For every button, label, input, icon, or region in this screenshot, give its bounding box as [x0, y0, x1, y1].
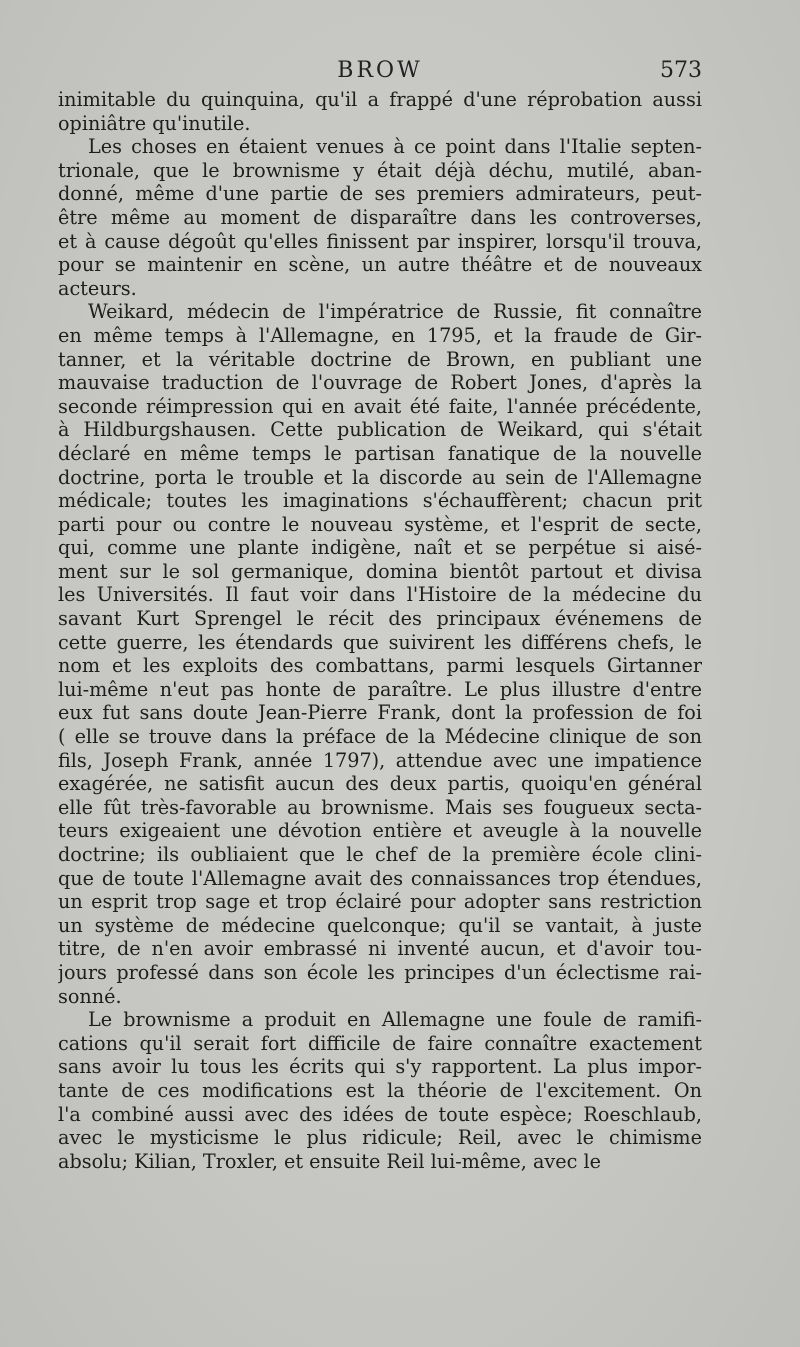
paragraph [58, 135, 702, 300]
text-line: doctrine; ils oubliaient que le chef de la première école clini- [58, 843, 702, 866]
text-line: absolu; Kilian, Troxler, et ensuite Reil lui-même, avec le [58, 1149, 601, 1173]
text-line: fils, Joseph Frank, année 1797), attendue avec une impatience [58, 748, 702, 772]
running-title: BROW [337, 58, 423, 83]
text-line: doctrine, porta le trouble et la discorde au sein de l'Allemagne [58, 465, 702, 489]
text-line: trionale, que le brownisme y était déjà déchu, mutilé, aban- [58, 158, 702, 182]
text-line: médicale; toutes les imaginations s'échauffèrent; chacun prit [58, 489, 702, 513]
text-line: les Universités. Il faut voir dans l'Histoire de la médecine du [58, 583, 702, 607]
text-line: inimitable du quinquina, qu'il a frappé d'une réprobation aussi [58, 88, 702, 111]
text-line: avec le mysticisme le plus ridicule; Reil, avec le chimisme [58, 1126, 702, 1150]
text-line: Les choses en étaient venues à ce point dans l'Italie septen- [88, 135, 702, 159]
text-line: qui, comme une plante indigène, naît et se perpétue si aisé- [58, 536, 702, 560]
text-line: pour se maintenir en scène, un autre théâtre et de nouveaux [58, 253, 702, 277]
text-line: Weikard, médecin de l'impératrice de Russie, fit connaître [88, 300, 702, 324]
text-line: l'a combiné aussi avec des idées de toute espèce; Roeschlaub, [58, 1102, 702, 1126]
text-line: acteurs. [58, 276, 137, 300]
text-line: titre, de n'en avoir embrassé ni inventé aucun, et d'avoir tou- [58, 937, 702, 961]
text-line: ment sur le sol germanique, domina bientôt partout et divisa [58, 559, 702, 583]
text-line: tante de ces modifications est la théorie de l'excitement. On [58, 1078, 702, 1102]
text-line: que de toute l'Allemagne avait des connaissances trop étendues, [58, 866, 702, 890]
paragraph [58, 88, 702, 135]
text-line: nom et les exploits des combattans, parmi lesquels Girtanner [58, 654, 702, 678]
text-line: ( elle se trouve dans la préface de la Médecine clinique de son [58, 725, 702, 749]
body-text [58, 88, 702, 1173]
text-line: tanner, et la véritable doctrine de Brown, en publiant une [58, 347, 702, 371]
text-line: seconde réimpression qui en avait été faite, l'année précédente, [58, 394, 702, 418]
text-line: mauvaise traduction de l'ouvrage de Robert Jones, d'après la [58, 371, 702, 395]
text-line: opiniâtre qu'inutile. [58, 111, 251, 135]
text-line: à Hildburgshausen. Cette publication de Weikard, qui s'était [58, 418, 702, 442]
paragraph [58, 1008, 702, 1173]
text-line: Le brownisme a produit en Allemagne une foule de ramifi- [88, 1008, 702, 1032]
text-line: un système de médecine quelconque; qu'il se vantait, à juste [58, 913, 702, 937]
text-line: jours professé dans son école les principes d'un éclectisme rai- [58, 960, 702, 984]
text-line: en même temps à l'Allemagne, en 1795, et la fraude de Gir- [58, 323, 702, 347]
text-line: cations qu'il serait fort difficile de faire connaître exactement [58, 1031, 702, 1055]
text-line: donné, même d'une partie de ses premiers admirateurs, peut- [58, 182, 702, 206]
running-head [58, 58, 702, 88]
text-line: savant Kurt Sprengel le récit des principaux événemens de [58, 607, 702, 631]
text-line: et à cause dégoût qu'elles finissent par inspirer, lorsqu'il trouva, [58, 229, 702, 253]
text-line: elle fût très-favorable au brownisme. Mais ses fougueux secta- [58, 795, 702, 819]
text-line: exagérée, ne satisfit aucun des deux partis, quoiqu'en général [58, 772, 702, 796]
text-line: sans avoir lu tous les écrits qui s'y rapportent. La plus impor- [58, 1055, 702, 1079]
text-line: lui-même n'eut pas honte de paraître. Le plus illustre d'entre [58, 677, 702, 701]
paragraph [58, 300, 702, 1008]
text-line: déclaré en même temps le partisan fanatique de la nouvelle [58, 441, 702, 465]
page-number: 573 [660, 58, 702, 83]
text-line: sonné. [58, 984, 122, 1008]
text-line: teurs exigeaient une dévotion entière et aveugle à la nouvelle [58, 819, 702, 843]
text-line: être même au moment de disparaître dans les controverses, [58, 205, 702, 229]
text-line: un esprit trop sage et trop éclairé pour adopter sans restriction [58, 890, 702, 914]
text-line: eux fut sans doute Jean-Pierre Frank, dont la profession de foi [58, 701, 702, 725]
text-line: parti pour ou contre le nouveau système, et l'esprit de secte, [58, 512, 702, 536]
text-line: cette guerre, les étendards que suivirent les différens chefs, le [58, 630, 702, 654]
